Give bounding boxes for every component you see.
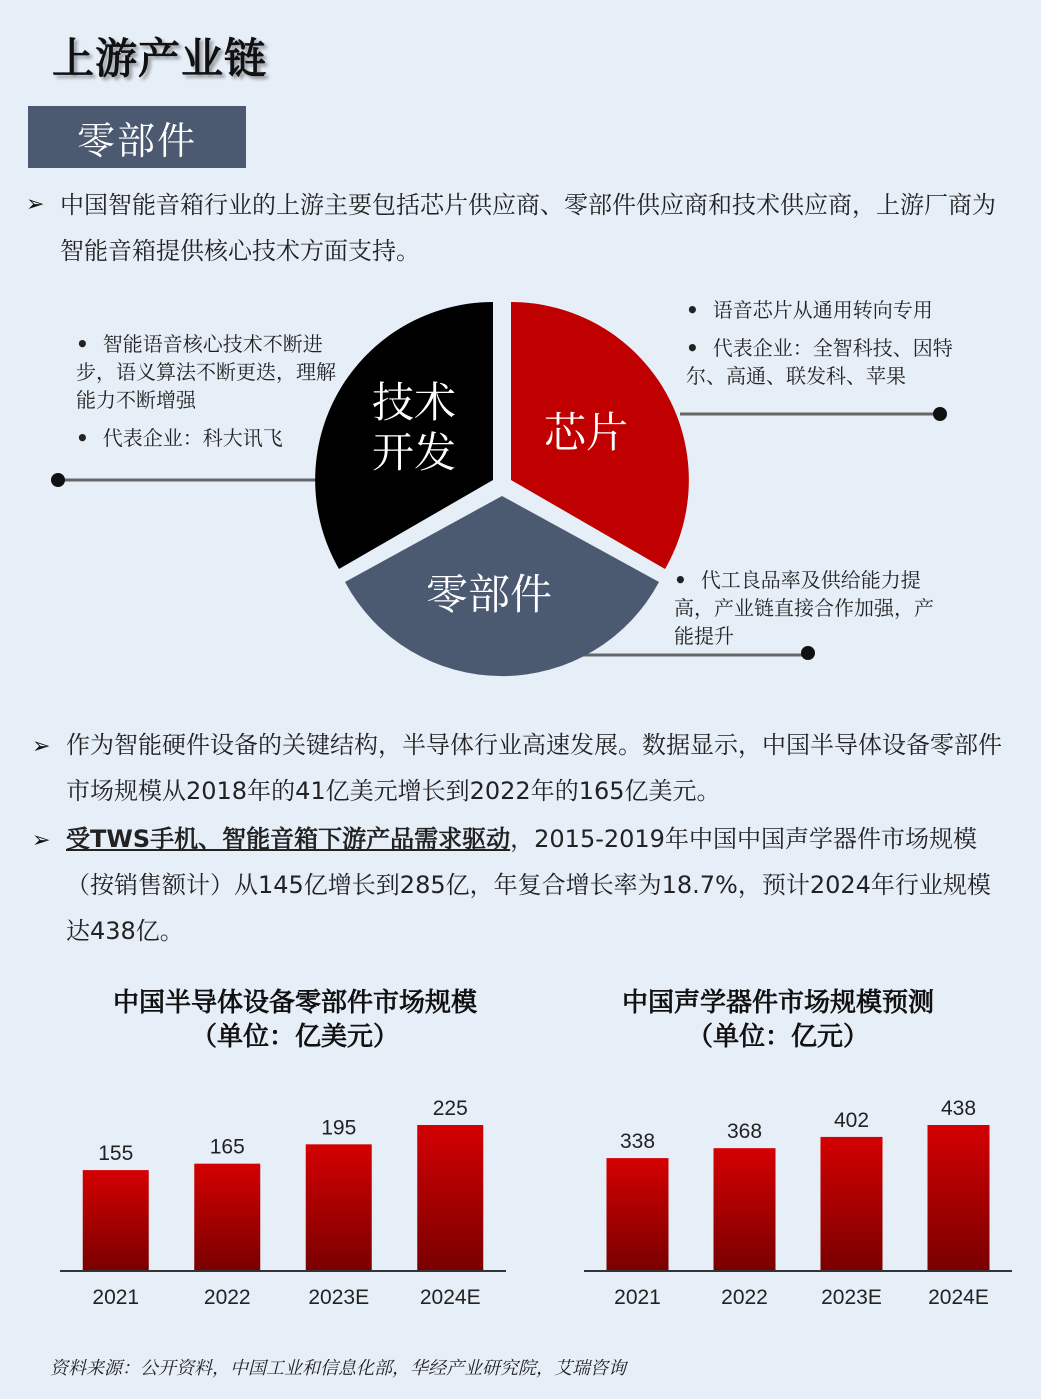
chip-connector-dot xyxy=(933,407,947,421)
bar-2024E xyxy=(928,1125,990,1270)
page-title: 上游产业链 xyxy=(52,34,268,83)
bar-2022 xyxy=(714,1148,776,1270)
tech-notes xyxy=(76,330,338,452)
data-label-2023E: 195 xyxy=(321,1116,357,1140)
intro-paragraph: 中国智能音箱行业的上游主要包括芯片供应商、零部件供应商和技术供应商，上游厂商为智能音箱提供核心技术方面支持。 xyxy=(60,191,996,265)
acoustic-paragraph xyxy=(66,816,1011,954)
acoustic-text: ，2015-2019年中国中国声学器件市场规模（按销售额计）从145亿增长到285亿，年复合增长率为18.7%，预计2024年行业规模达438亿。 xyxy=(66,825,991,945)
arrow-bullet-icon: ➢ xyxy=(32,828,51,853)
chip-notes xyxy=(686,296,991,390)
parts-note-1: • 代工良品率及供给能力提高，产业链直接合作加强，产能提升 xyxy=(674,566,934,650)
tick-label-2022: 2022 xyxy=(721,1286,768,1309)
data-label-2022: 368 xyxy=(726,1120,763,1144)
bar-2023E xyxy=(821,1137,883,1270)
chip-note-2: • 代表企业：全智科技、因特尔、高通、联发科、苹果 xyxy=(686,334,991,390)
chart2-title-block xyxy=(548,986,1008,1054)
pie-label-tech: 技术 开发 xyxy=(372,378,457,477)
semiconductor-paragraph: 作为智能硬件设备的关键结构，半导体行业高速发展。数据显示，中国半导体设备零部件市场规模从2018年的41亿美元增长到2022年的165亿美元。 xyxy=(66,731,1002,805)
source-note: 资料来源：公开资料，中国工业和信息化部，华经产业研究院，艾瑞咨询 xyxy=(50,1358,626,1379)
arrow-bullet-icon: ➢ xyxy=(26,192,45,217)
tick-label-2024E: 2024E xyxy=(419,1286,481,1309)
bar-2023E xyxy=(306,1144,372,1270)
data-label-2021: 155 xyxy=(98,1142,134,1166)
tech-connector-dot xyxy=(51,473,65,487)
tick-label-2024E: 2024E xyxy=(928,1286,989,1309)
data-label-2023E: 402 xyxy=(833,1108,870,1132)
chart2-title: 中国声学器件市场规模预测 xyxy=(621,988,934,1018)
data-label-2021: 338 xyxy=(619,1130,656,1154)
tick-label-2021: 2021 xyxy=(92,1286,140,1309)
bar-2021 xyxy=(83,1170,149,1270)
data-label-2022: 165 xyxy=(209,1135,245,1159)
section-label: 零部件 xyxy=(28,106,246,168)
data-label-2024E: 438 xyxy=(940,1097,977,1120)
tick-label-2023E: 2023E xyxy=(308,1286,370,1309)
chart2-subtitle: （单位：亿元） xyxy=(686,1022,869,1052)
pie-label-chip: 芯片 xyxy=(544,408,629,457)
data-label-2024E: 225 xyxy=(432,1097,468,1120)
tick-label-2022: 2022 xyxy=(203,1286,251,1309)
acoustic-emphasis: 受TWS手机、智能音箱下游产品需求驱动 xyxy=(66,825,511,853)
pie-label-parts: 零部件 xyxy=(426,570,553,619)
semiconductor-bar-chart xyxy=(60,1080,510,1320)
arrow-bullet-icon: ➢ xyxy=(32,734,51,759)
chart1-title: 中国半导体设备零部件市场规模 xyxy=(112,988,477,1018)
bar-2024E xyxy=(417,1125,483,1270)
chip-note-1: • 语音芯片从通用转向专用 xyxy=(686,296,991,324)
acoustic-bar-chart xyxy=(584,1080,1016,1320)
tick-label-2021: 2021 xyxy=(614,1286,661,1309)
bar-2021 xyxy=(607,1158,669,1270)
chart1-subtitle: （单位：亿美元） xyxy=(190,1022,399,1052)
bar-2022 xyxy=(194,1164,260,1270)
tech-note-1: • 智能语音核心技术不断进步，语义算法不断更迭，理解能力不断增强 xyxy=(76,330,338,414)
parts-notes xyxy=(674,566,934,650)
tech-note-2: • 代表企业：科大讯飞 xyxy=(76,424,338,452)
tick-label-2023E: 2023E xyxy=(821,1286,882,1309)
chart1-title-block xyxy=(60,986,530,1054)
